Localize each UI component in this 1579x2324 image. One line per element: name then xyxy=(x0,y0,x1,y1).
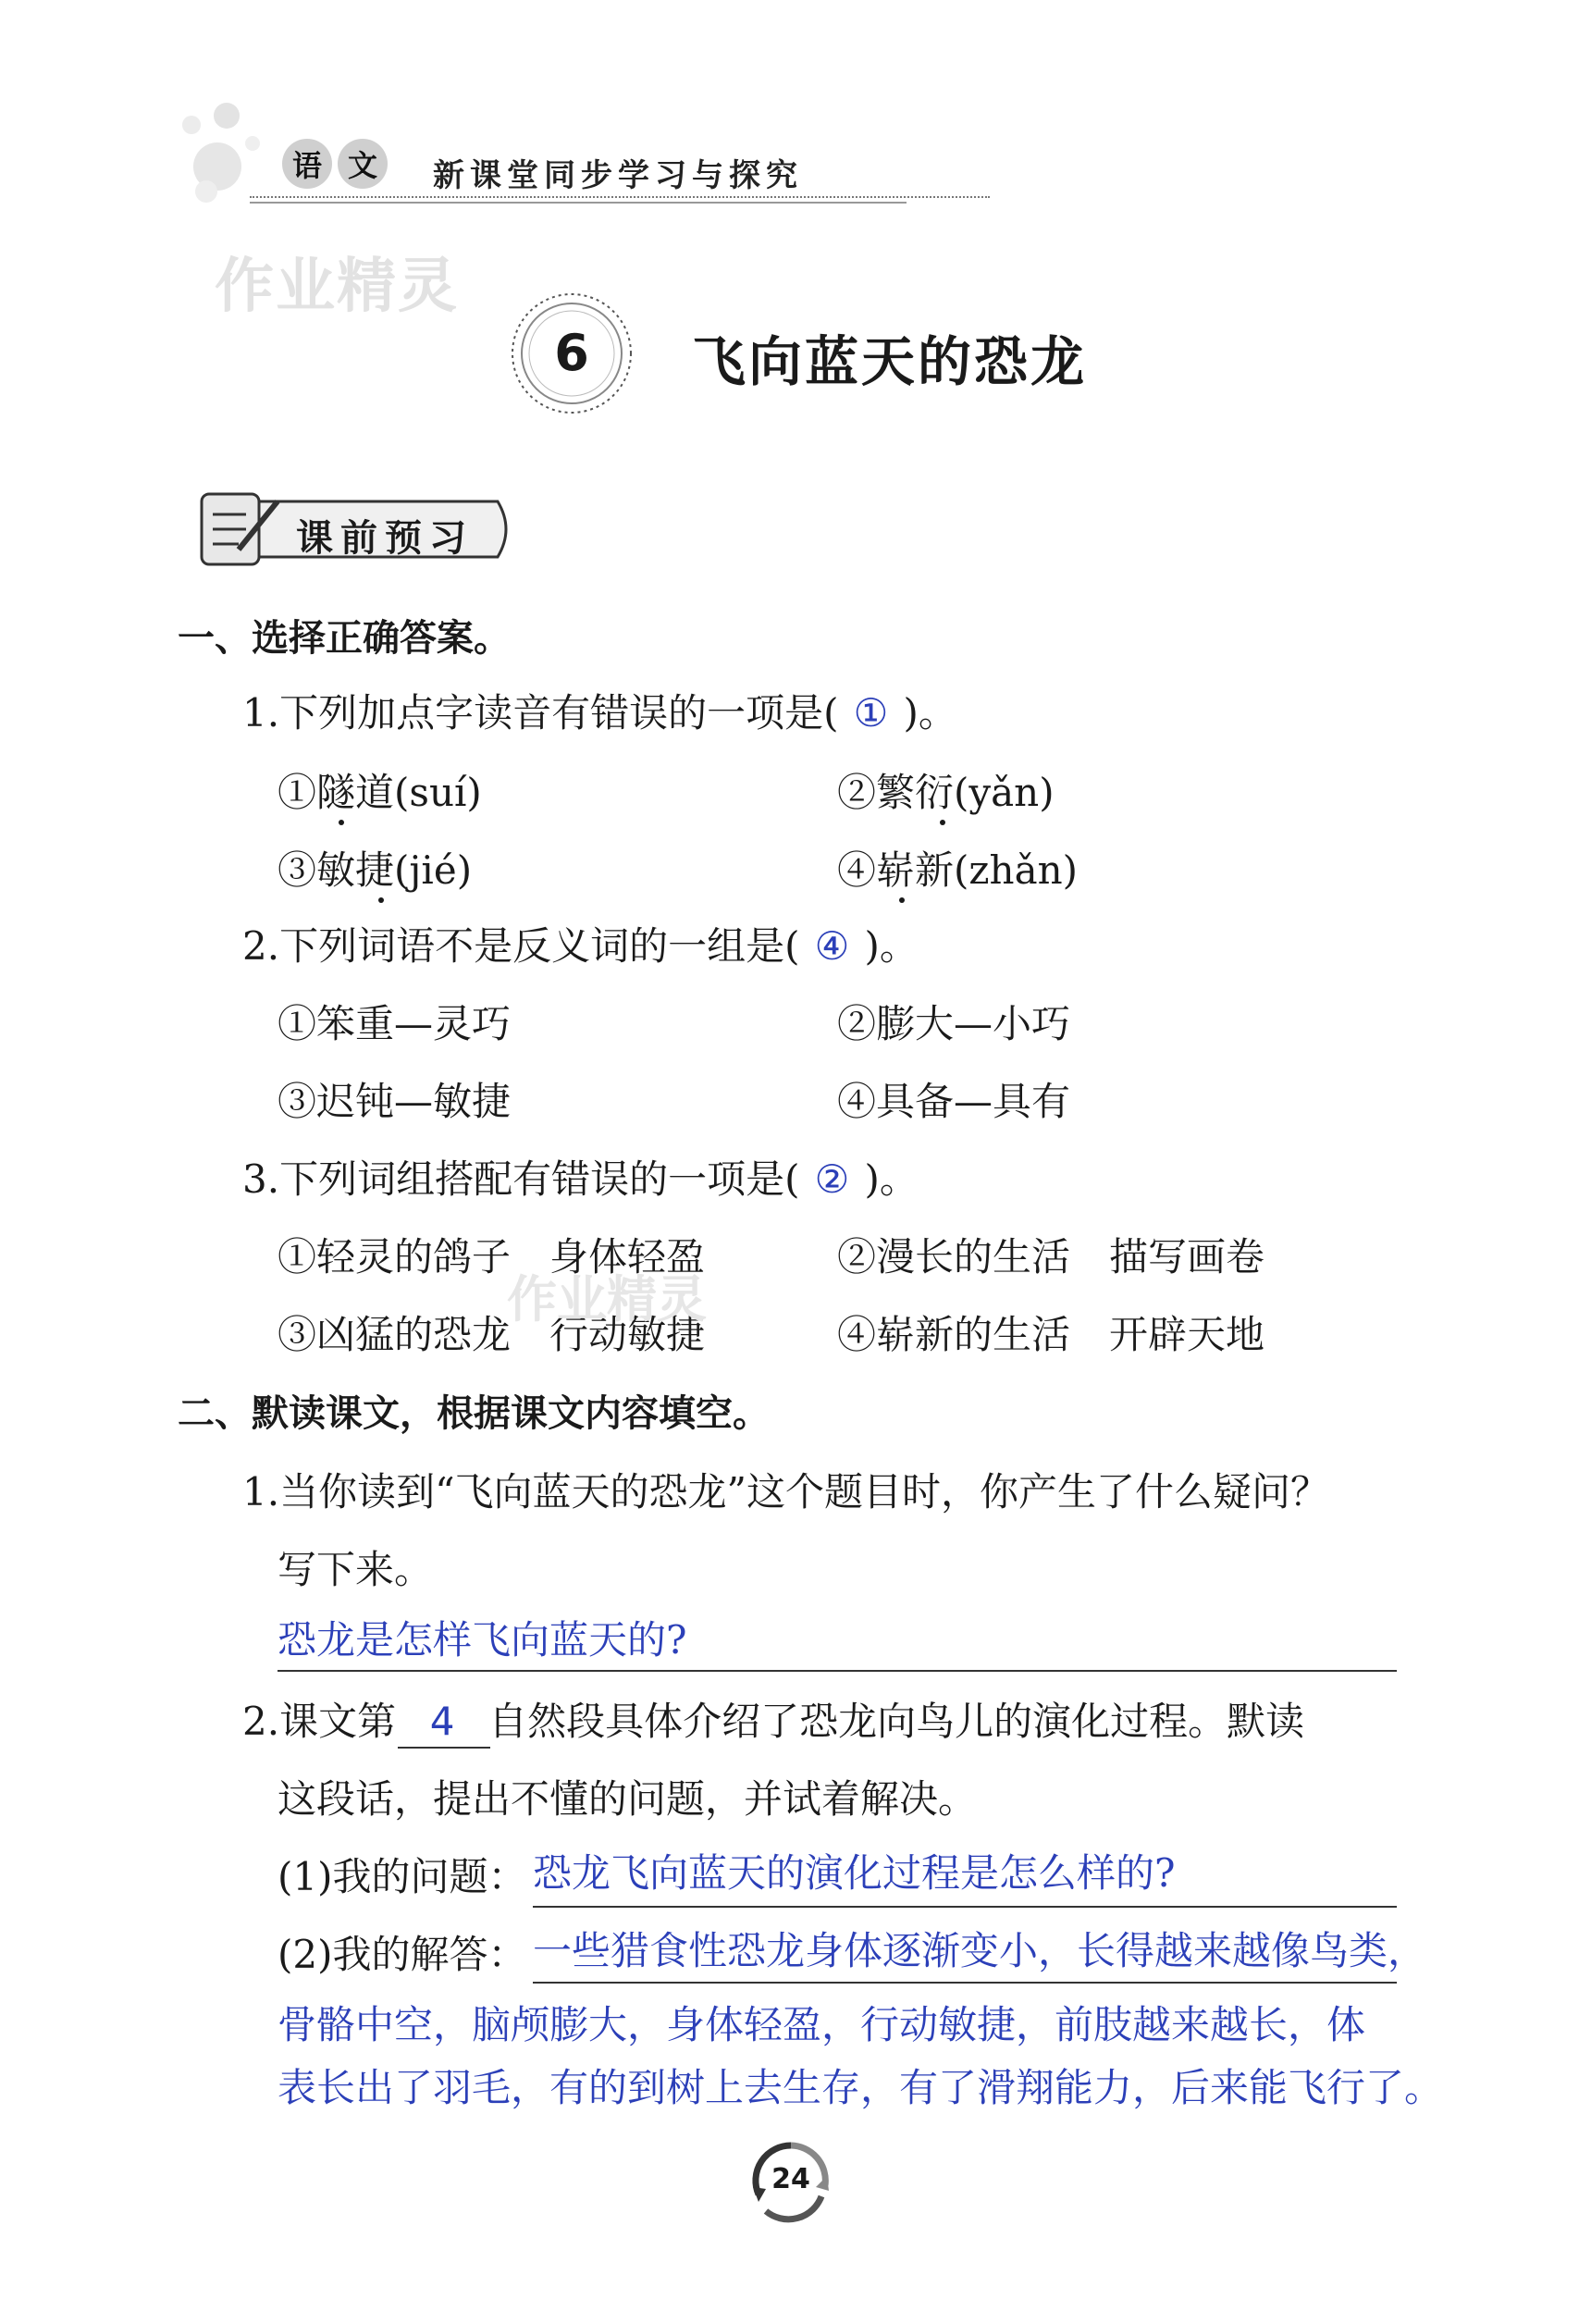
q3-option-4: ④崭新的生活 开辟天地 xyxy=(837,1312,1265,1357)
header-rule-solid xyxy=(250,202,907,204)
q1-option-3: ③敏捷(jié) xyxy=(278,847,473,893)
bubble-decoration-icon xyxy=(171,88,282,208)
my-answer-line3: 表长出了羽毛，有的到树上去生存，有了滑翔能力，后来能飞行了。 xyxy=(278,2065,1444,2110)
header-rule xyxy=(250,196,990,198)
emphasis-dot xyxy=(940,820,945,825)
part1-heading: 一、选择正确答案。 xyxy=(178,617,511,660)
lesson-number-badge xyxy=(507,289,636,418)
my-answer-line2: 骨骼中空，脑颅膨大，身体轻盈，行动敏捷，前肢越来越长，体 xyxy=(278,2002,1366,2047)
p2-q2-line1 xyxy=(242,1699,1305,1744)
q2-option-2: ②膨大—小巧 xyxy=(837,1001,1071,1046)
q2-option-4: ④具备—具有 xyxy=(837,1079,1071,1124)
p2-q1-answer-line xyxy=(278,1670,1397,1672)
book-title: 新课堂同步学习与探究 xyxy=(433,157,803,194)
p2-q2-line1-before: 2.课文第 xyxy=(242,1699,397,1744)
q3-option-1: ①轻灵的鸽子 身体轻盈 xyxy=(278,1234,706,1279)
watermark-middle: 作业精灵 xyxy=(507,1270,707,1329)
q1-prompt xyxy=(242,690,957,736)
p2-q1-line2: 写下来。 xyxy=(278,1547,434,1592)
q2-answer: ④ xyxy=(814,923,850,969)
q1-option-4: ④崭新(zhǎn) xyxy=(837,847,1079,893)
q1-option-1: ①隧道(suí) xyxy=(278,770,482,815)
p2-q2-line1-after: 自然段具体介绍了恐龙向鸟儿的演化过程。默读 xyxy=(488,1699,1305,1744)
emphasis-dot xyxy=(378,897,384,903)
subject-badge-right xyxy=(338,139,388,189)
subject-char-left: 语 xyxy=(291,148,322,183)
p2-q2-blank-line xyxy=(398,1747,490,1749)
my-answer-line xyxy=(533,1982,1397,1984)
p2-q1-line1: 1.当你读到“飞向蓝天的恐龙”这个题目时，你产生了什么疑问？ xyxy=(242,1469,1330,1514)
subject-char-right: 文 xyxy=(347,148,377,183)
q1-prompt-before: 1.下列加点字读音有错误的一项是( xyxy=(242,690,839,736)
q3-prompt xyxy=(242,1156,919,1202)
my-answer-label: (2)我的解答： xyxy=(278,1932,527,1977)
my-question-line xyxy=(533,1906,1397,1908)
p2-q2-line2: 这段话，提出不懂的问题，并试着解决。 xyxy=(278,1776,978,1822)
q2-option-3: ③迟钝—敏捷 xyxy=(278,1079,512,1124)
page-number-badge xyxy=(740,2130,842,2231)
q1-option-2: ②繁衍(yǎn) xyxy=(837,770,1055,815)
section-banner-label: 课前预习 xyxy=(296,517,474,560)
watermark: 作业精灵 xyxy=(215,253,459,321)
lesson-number: 6 xyxy=(554,324,589,382)
q3-prompt-before: 3.下列词组搭配有错误的一项是( xyxy=(242,1156,800,1202)
q2-prompt xyxy=(242,923,919,969)
page-number: 24 xyxy=(771,2163,810,2195)
q2-prompt-after: )。 xyxy=(864,923,919,969)
q2-prompt-before: 2.下列词语不是反义词的一组是( xyxy=(242,923,800,969)
my-answer-line1: 一些猎食性恐龙身体逐渐变小，长得越来越像鸟类， xyxy=(533,1928,1427,1973)
my-question: 恐龙飞向蓝天的演化过程是怎么样的? xyxy=(533,1850,1176,1896)
q3-prompt-after: )。 xyxy=(864,1156,919,1202)
q3-option-2: ②漫长的生活 描写画卷 xyxy=(837,1234,1265,1279)
emphasis-dot xyxy=(339,820,344,825)
subject-badge-left xyxy=(282,139,332,189)
p2-q2-blank-answer: 4 xyxy=(429,1699,455,1744)
q1-answer: ① xyxy=(853,690,889,736)
q3-option-3: ③凶猛的恐龙 行动敏捷 xyxy=(278,1312,706,1357)
emphasis-dot xyxy=(899,897,905,903)
p2-q1-answer: 恐龙是怎样飞向蓝天的? xyxy=(278,1617,687,1663)
part2-heading: 二、默读课文，根据课文内容填空。 xyxy=(178,1392,770,1435)
header-decoration xyxy=(171,88,282,208)
section-banner xyxy=(192,483,516,575)
q3-answer: ② xyxy=(814,1156,850,1202)
my-question-label: (1)我的问题： xyxy=(278,1854,527,1899)
q2-option-1: ①笨重—灵巧 xyxy=(278,1001,512,1046)
lesson-title: 飞向蓝天的恐龙 xyxy=(692,330,1088,393)
q1-prompt-after: )。 xyxy=(903,690,957,736)
